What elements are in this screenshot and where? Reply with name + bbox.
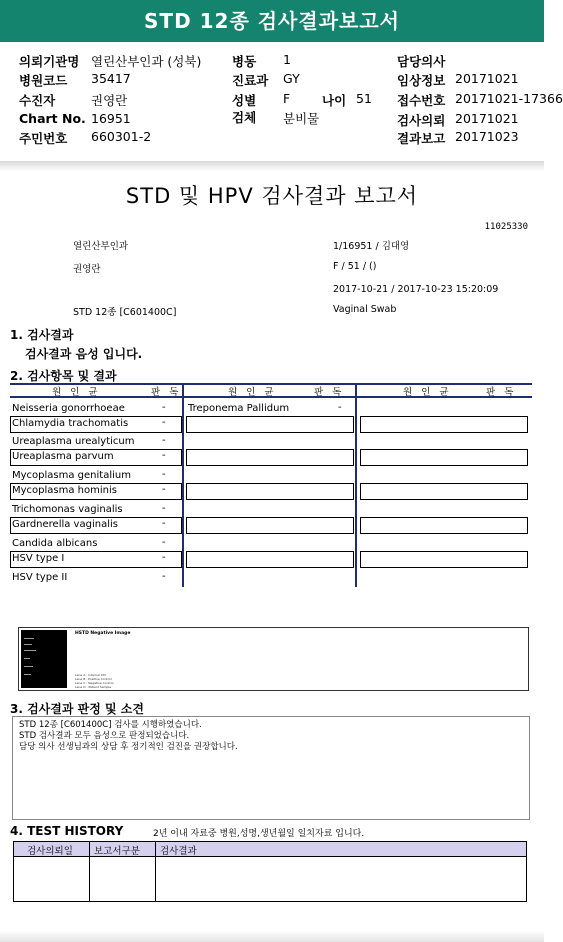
header-result: 판 독: [151, 387, 182, 398]
code-value: 35417: [91, 71, 131, 86]
pathogen-result: -: [162, 450, 166, 461]
report-date-value: 20171023: [455, 129, 519, 144]
header-pathogen: 원 인 균: [228, 387, 277, 398]
gel-legend-item: Lane C : Negative Control: [75, 681, 114, 685]
pathogen-result: -: [162, 469, 166, 480]
empty-cell: [360, 551, 528, 568]
header-result: 판 독: [486, 387, 517, 398]
report-patient: 권영란: [73, 264, 101, 275]
pathogen-result: -: [162, 571, 166, 582]
pathogen-result: -: [162, 435, 166, 446]
pathogen-name: Candida albicans: [12, 538, 98, 549]
report-sex-age: F / 51 / (): [333, 261, 377, 272]
pathogen-result: -: [162, 402, 166, 413]
gel-image: [21, 630, 67, 688]
gel-band: [24, 644, 32, 645]
request-value: 20171021: [455, 111, 519, 126]
ward-label: 병동: [232, 54, 257, 69]
pathogen-name: Trichomonas vaginalis: [12, 504, 123, 515]
dept-label: 진료과: [232, 73, 269, 88]
comment-box: [12, 716, 530, 820]
empty-cell: [360, 416, 528, 433]
gel-band: [24, 666, 33, 667]
gel-legend-item: Lane A : Internal Ctrl: [75, 673, 107, 677]
table-row: [10, 449, 182, 466]
pathogen-name: Ureaplasma parvum: [12, 451, 114, 462]
table-row: [10, 483, 182, 500]
patient-info-block: [0, 44, 563, 160]
pathogen-result: -: [162, 484, 166, 495]
pathogen-result: -: [162, 503, 166, 514]
pathogen-name: Chlamydia trachomatis: [12, 418, 129, 429]
history-col-result: 검사결과: [160, 846, 197, 857]
hospital-value: 열린산부인과 (성북): [91, 54, 202, 69]
sex-label: 성별: [232, 93, 257, 108]
pathogen-result: -: [162, 417, 166, 428]
pathogen-name: Treponema Pallidum: [188, 403, 290, 414]
receipt-label: 접수번호: [397, 93, 446, 108]
gel-band: [24, 658, 30, 659]
pathogen-name: Ureaplasma urealyticum: [12, 436, 135, 447]
table-row: [10, 416, 182, 433]
table-row: [10, 570, 184, 587]
clinical-value: 20171021: [455, 71, 519, 86]
age-value: 51: [356, 91, 372, 106]
doctor-label: 담당의사: [397, 54, 446, 69]
pathogen-name: HSV type II: [12, 572, 68, 583]
request-label: 검사의뢰: [397, 113, 446, 128]
history-col-date: 검사의뢰일: [27, 846, 73, 857]
empty-cell: [186, 517, 354, 534]
sex-value: F: [283, 91, 291, 106]
pathogen-name: Neisseria gonorrhoeae: [12, 403, 125, 414]
name-value: 권영란: [91, 93, 128, 108]
pathogen-name: Mycoplasma hominis: [12, 485, 117, 496]
pathogen-name: HSV type I: [12, 553, 65, 564]
empty-cell: [186, 449, 354, 466]
empty-cell: [186, 416, 354, 433]
history-divider: [89, 842, 90, 901]
history-col-type: 보고서구분: [94, 846, 140, 857]
pathogen-result: -: [162, 537, 166, 548]
history-divider: [155, 842, 156, 901]
gel-legend-item: Lane B : Positive Control: [75, 677, 112, 681]
report-banner-title: STD 12종 검사결과보고서: [0, 0, 544, 42]
gel-image-panel: [18, 627, 529, 691]
header-pathogen: 원 인 균: [52, 387, 101, 398]
comment-line: 담당 의사 선생님과의 상담 후 정기적인 검진을 권장합니다.: [19, 742, 238, 752]
comment-line: STD 검사결과 모두 음성으로 판정되었습니다.: [19, 731, 190, 741]
section-4-title: 4. TEST HISTORY: [10, 824, 124, 838]
table-row: [10, 517, 182, 534]
section-3-title: 3. 검사결과 판정 및 소견: [10, 702, 144, 716]
history-table: [13, 841, 527, 902]
header-result: 판 독: [314, 387, 345, 398]
report-hospital: 열린산부인과: [73, 241, 129, 252]
comment-line: STD 12종 [C601400C] 검사를 시행하였습니다.: [19, 720, 202, 730]
empty-cell: [360, 517, 528, 534]
chart-label: Chart No.: [19, 111, 86, 126]
code-label: 병원코드: [19, 73, 68, 88]
report-test-code: STD 12종 [C601400C]: [73, 307, 177, 318]
pathogen-result: -: [338, 402, 342, 413]
chart-value: 16951: [91, 111, 131, 126]
empty-cell: [360, 483, 528, 500]
age-label: 나이: [322, 93, 347, 108]
receipt-value: 20171021-17366: [455, 91, 563, 106]
section-divider: [0, 161, 544, 171]
gel-band: [24, 638, 34, 639]
hospital-label: 의뢰기관명: [19, 54, 80, 69]
gel-band: [24, 650, 36, 651]
report-id: 11025330: [484, 222, 528, 232]
report-date-label: 결과보고: [397, 131, 446, 146]
pathogen-result: -: [162, 552, 166, 563]
empty-cell: [186, 483, 354, 500]
id-label: 주민번호: [19, 131, 68, 146]
id-value: 660301-2: [91, 129, 152, 144]
pathogen-name: Mycoplasma genitalium: [12, 470, 131, 481]
history-note: 2년 이내 자료중 병원,성명,생년월일 일치자료 입니다.: [153, 829, 365, 839]
header-pathogen: 원 인 균: [403, 387, 452, 398]
report-chart-doctor: 1/16951 / 김대영: [333, 241, 410, 252]
empty-cell: [360, 449, 528, 466]
report-title: STD 및 HPV 검사결과 보고서: [125, 184, 419, 208]
dept-value: GY: [283, 71, 300, 86]
gel-image-title: HSTD Negative Image: [75, 631, 131, 636]
ward-value: 1: [283, 52, 291, 67]
report-specimen: Vaginal Swab: [333, 304, 397, 315]
table-row: [10, 551, 182, 568]
empty-cell: [186, 551, 354, 568]
name-label: 수진자: [19, 93, 56, 108]
results-table: [10, 383, 532, 587]
gel-legend-item: Lane D : Patient Sample: [75, 685, 112, 689]
section-1-title: 1. 검사결과: [10, 328, 74, 342]
page-bottom-edge: [0, 930, 544, 942]
gel-band: [24, 674, 31, 675]
result-summary: 검사결과 음성 입니다.: [25, 347, 143, 361]
pathogen-name: Gardnerella vaginalis: [12, 519, 118, 530]
clinical-label: 임상정보: [397, 73, 446, 88]
specimen-label: 검체: [232, 110, 257, 125]
report-dates: 2017-10-21 / 2017-10-23 15:20:09: [333, 284, 499, 295]
section-2-title: 2. 검사항목 및 결과: [10, 369, 117, 383]
history-header: [14, 842, 526, 857]
specimen-value: 분비물: [283, 111, 320, 126]
pathogen-result: -: [162, 518, 166, 529]
